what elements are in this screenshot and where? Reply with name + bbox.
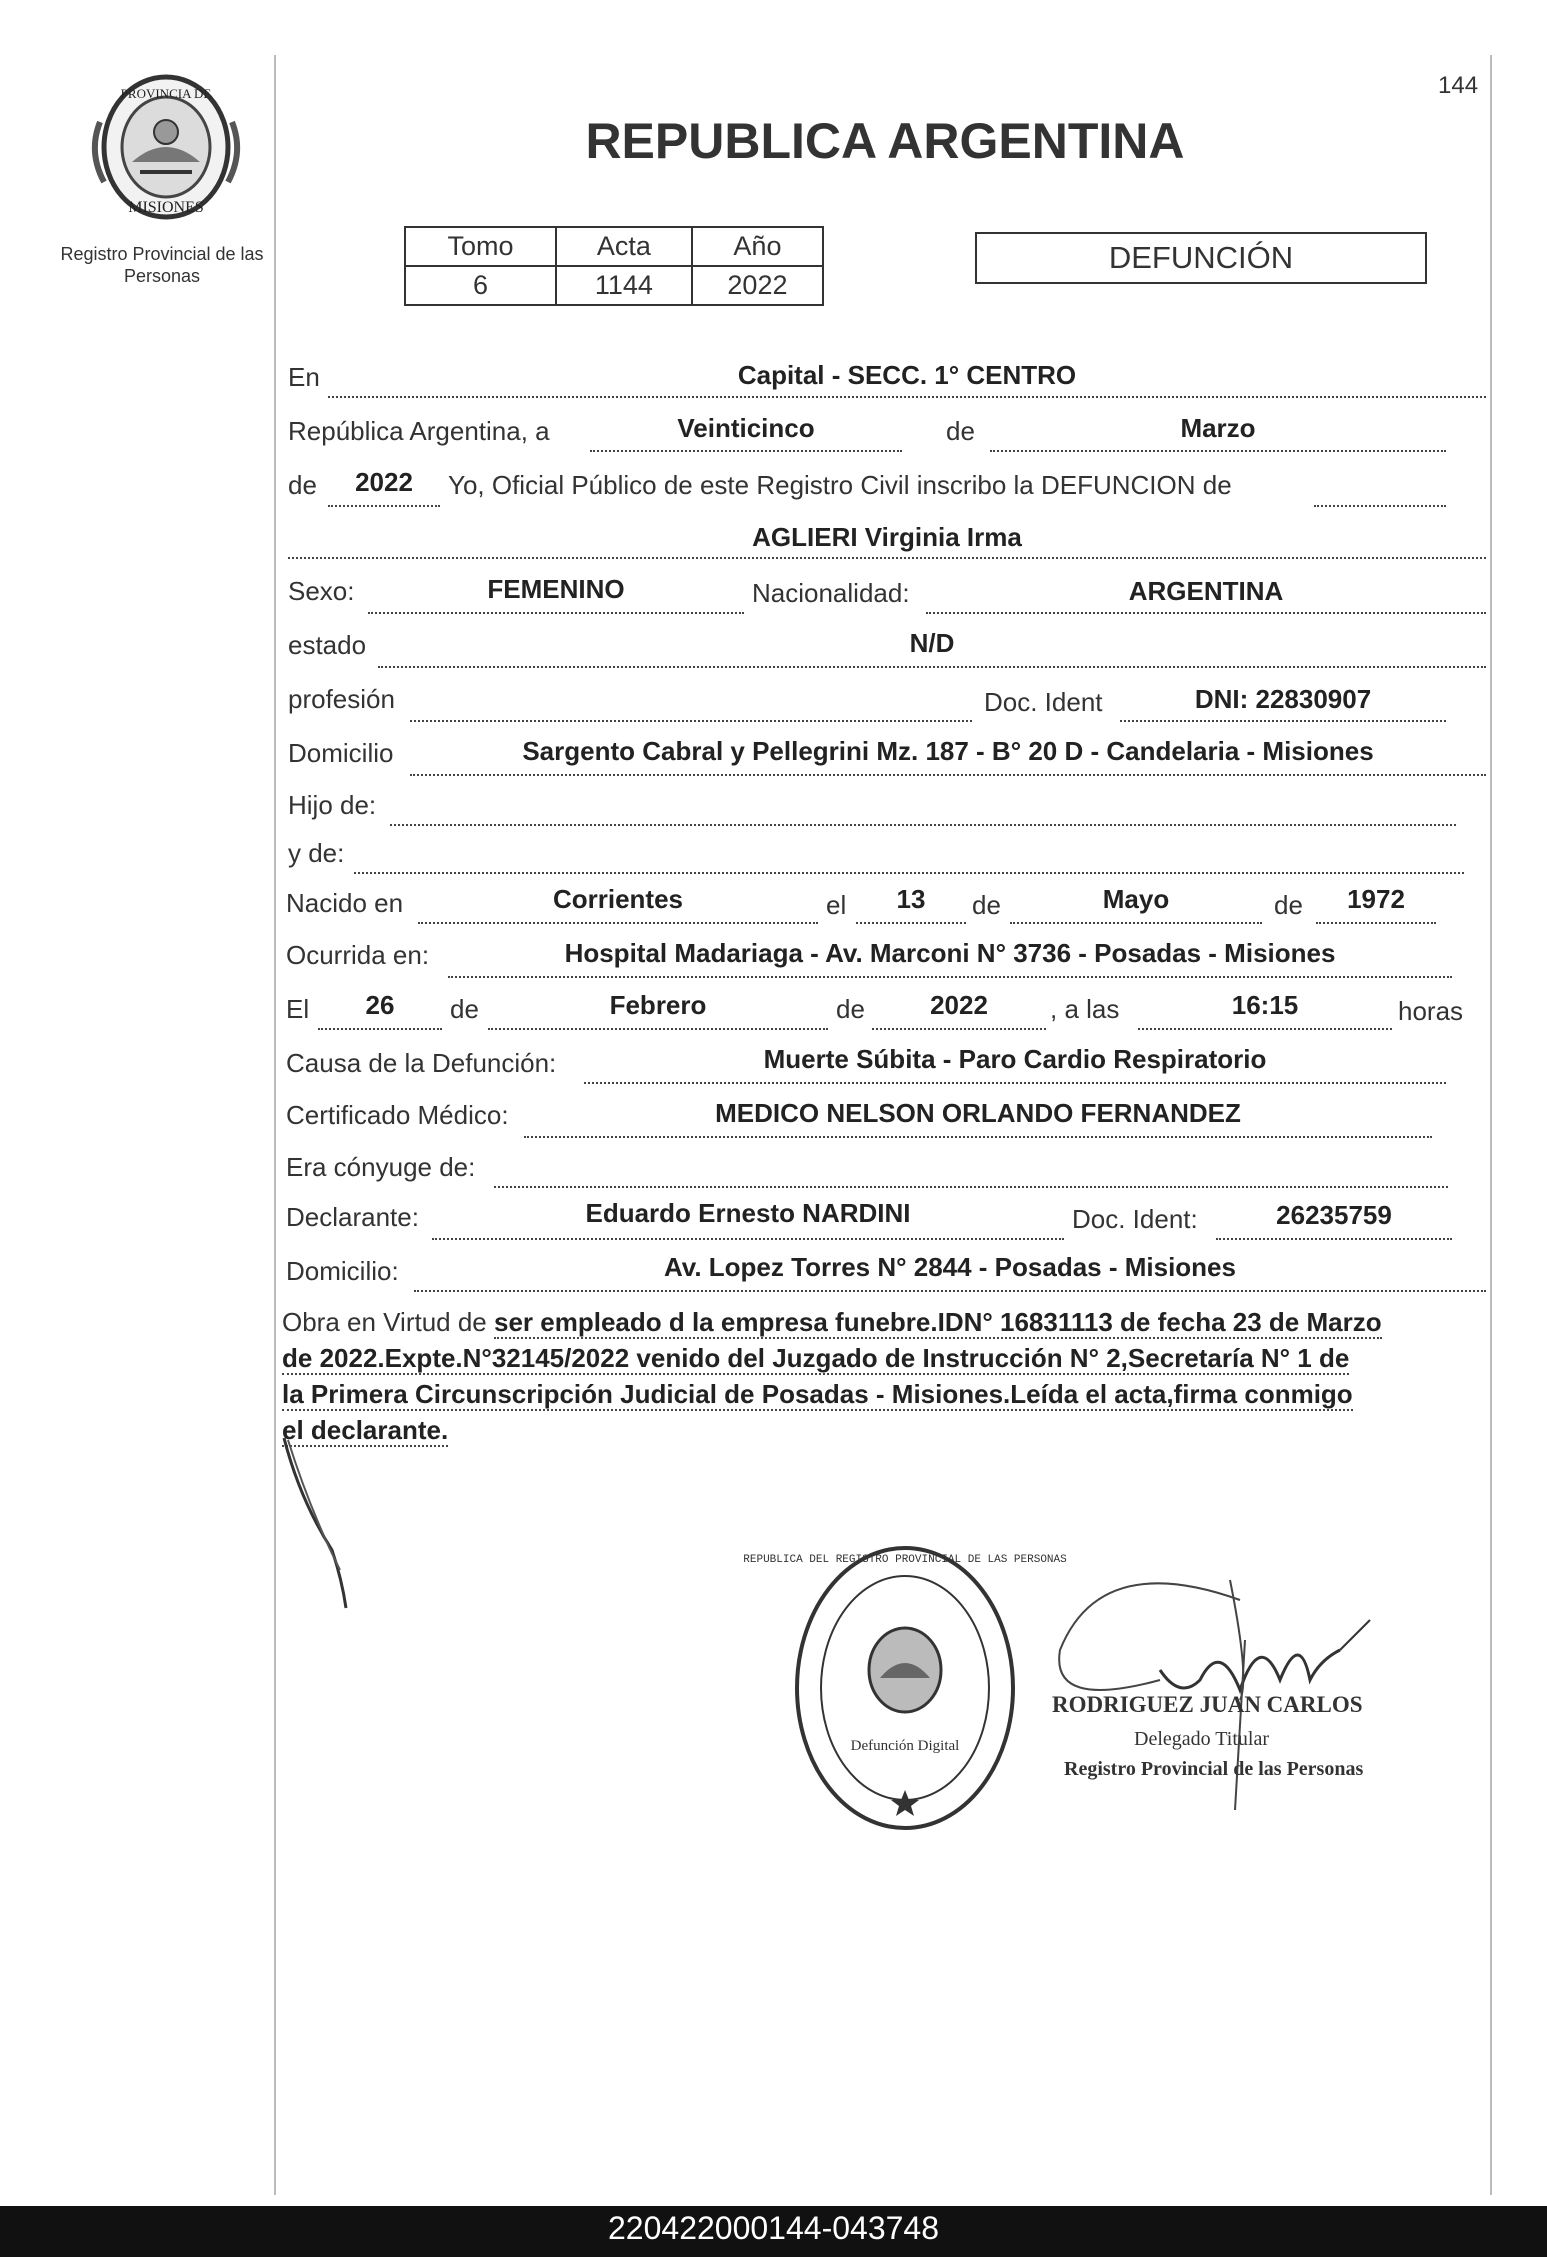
signatory-role: Delegado Titular	[1134, 1728, 1269, 1750]
value-nacido-anio: 1972	[1347, 884, 1405, 914]
dots-conyuge	[494, 1186, 1448, 1188]
value-fall-mes: Febrero	[609, 990, 707, 1020]
value-causa: Muerte Súbita - Paro Cardio Respiratorio	[763, 1044, 1267, 1074]
dots-fall-anio	[872, 1028, 1046, 1030]
label-a-las: , a las	[1050, 994, 1120, 1024]
dots-declarante-domicilio	[414, 1290, 1486, 1292]
signatory-office: Registro Provincial de las Personas	[1064, 1758, 1364, 1780]
value-doc-ident: DNI: 22830907	[1194, 684, 1372, 714]
signatory-name: RODRIGUEZ JUAN CARLOS	[1052, 1692, 1363, 1717]
value-domicilio: Sargento Cabral y Pellegrini Mz. 187 - B° 20 D - Candelaria - Misiones	[522, 736, 1374, 766]
header-acta: Acta	[556, 227, 692, 266]
dots-fall-mes	[488, 1028, 828, 1030]
dots-domicilio	[410, 774, 1486, 776]
label-yo-oficial: Yo, Oficial Público de este Registro Civil inscribo la DEFUNCION de	[448, 470, 1232, 500]
value-anio: 2022	[355, 467, 413, 497]
value-declarante-domicilio: Av. Lopez Torres N° 2844 - Posadas - Misiones	[664, 1252, 1236, 1282]
label-doc-ident: Doc. Ident	[984, 687, 1103, 717]
value-nacionalidad: ARGENTINA	[1128, 576, 1284, 606]
dots-mes	[990, 450, 1446, 452]
province-seal-logo	[80, 62, 260, 232]
right-margin-line	[1490, 55, 1492, 2195]
value-ocurrida: Hospital Madariaga - Av. Marconi N° 3736 - Posadas - Misiones	[564, 938, 1336, 968]
value-estado: N/D	[909, 628, 955, 658]
country-title: REPUBLICA ARGENTINA	[585, 113, 1185, 169]
label-y-de: y de:	[288, 838, 345, 868]
value-mes: Marzo	[1180, 413, 1256, 443]
label-hijo-de: Hijo de:	[288, 790, 377, 820]
label-en: En	[288, 362, 320, 392]
label-el: el	[826, 890, 847, 920]
label-de-4: de	[1274, 890, 1303, 920]
dots-profesion	[410, 720, 972, 722]
value-hora: 16:15	[1231, 990, 1299, 1020]
dots-nacido-dia	[856, 922, 966, 924]
record-reference-table	[404, 226, 824, 306]
dots-declarante	[432, 1238, 1064, 1240]
registry-name: Registro Provincial de las Personas	[60, 244, 264, 286]
label-horas: horas	[1398, 996, 1464, 1026]
value-lugar: Capital - SECC. 1° CENTRO	[737, 360, 1077, 390]
dots-hijo-de	[390, 824, 1456, 826]
label-domicilio-2: Domicilio:	[286, 1256, 399, 1286]
dots-hora	[1138, 1028, 1392, 1030]
value-anio: 2022	[692, 266, 823, 305]
handwritten-mark	[270, 1430, 370, 1620]
label-sexo: Sexo:	[288, 576, 355, 606]
label-de-5: de	[450, 994, 479, 1024]
dots-declarante-doc	[1216, 1238, 1452, 1240]
label-ocurrida-en: Ocurrida en:	[286, 940, 430, 970]
label-obra-en-virtud: Obra en Virtud de	[282, 1307, 487, 1337]
dots-fall-dia	[318, 1028, 442, 1030]
label-doc-ident-2: Doc. Ident:	[1072, 1204, 1198, 1234]
dots-nacido-lugar	[418, 922, 818, 924]
dots-nombre	[288, 557, 1486, 559]
note-line-3: la Primera Circunscripción Judicial de Posadas - Misiones.Leída el acta,firma conmigo	[282, 1379, 1353, 1409]
label-de-3: de	[972, 890, 1001, 920]
stamp-ring-text: REPUBLICA DEL REGISTRO PROVINCIAL DE LAS PERSONAS	[743, 1554, 1067, 1566]
value-tomo: 6	[405, 266, 556, 305]
barcode-number: 220422000144-043748	[608, 2210, 939, 2246]
header-anio: Año	[692, 227, 823, 266]
dots-y-de	[354, 872, 1464, 874]
notes-paragraph	[282, 1304, 1488, 1448]
dots-lugar	[328, 396, 1486, 398]
note-line-4: el declarante.	[282, 1415, 449, 1445]
dots-certificado	[524, 1136, 1432, 1138]
dots-after-oficial	[1314, 505, 1446, 507]
label-declarante: Declarante:	[286, 1202, 419, 1232]
label-certificado: Certificado Médico:	[286, 1100, 509, 1130]
dots-estado	[378, 666, 1486, 668]
seal-text-top: PROVINCIA DE	[120, 86, 212, 101]
value-dia: Veinticinco	[677, 413, 815, 443]
label-de-2: de	[288, 470, 317, 500]
value-nacido-lugar: Corrientes	[552, 884, 684, 914]
label-domicilio: Domicilio	[288, 738, 394, 768]
left-margin-line	[274, 55, 276, 2195]
value-fall-dia: 26	[365, 990, 395, 1020]
label-causa: Causa de la Defunción:	[286, 1048, 557, 1078]
value-acta: 1144	[556, 266, 692, 305]
value-nombre: AGLIERI Virginia Irma	[752, 522, 1022, 552]
label-nacido-en: Nacido en	[286, 888, 404, 918]
dots-anio	[328, 505, 440, 507]
value-declarante-doc: 26235759	[1276, 1200, 1392, 1230]
dots-nacido-mes	[1010, 922, 1262, 924]
label-estado: estado	[288, 630, 367, 660]
label-conyuge: Era cónyuge de:	[286, 1152, 476, 1182]
label-nacionalidad: Nacionalidad:	[752, 578, 910, 608]
record-type-box: DEFUNCIÓN	[975, 232, 1427, 284]
label-republica: República Argentina, a	[288, 416, 550, 446]
value-certificado: MEDICO NELSON ORLANDO FERNANDEZ	[715, 1098, 1241, 1128]
header-tomo: Tomo	[405, 227, 556, 266]
dots-ocurrida	[448, 976, 1452, 978]
value-nacido-dia: 13	[896, 884, 926, 914]
value-declarante: Eduardo Ernesto NARDINI	[585, 1198, 911, 1228]
label-profesion: profesión	[288, 684, 395, 714]
stamp-center-text: Defunción Digital	[850, 1738, 960, 1754]
dots-sexo	[368, 612, 744, 614]
page-number: 144	[1438, 72, 1479, 99]
dots-nacido-anio	[1316, 922, 1436, 924]
label-de-6: de	[836, 994, 865, 1024]
dots-doc-ident	[1120, 720, 1446, 722]
seal-text-bottom: MISIONES	[128, 199, 204, 216]
value-fall-anio: 2022	[930, 990, 988, 1020]
dots-causa	[584, 1082, 1446, 1084]
dots-nacionalidad	[926, 612, 1486, 614]
label-de-1: de	[946, 416, 975, 446]
note-line-1: ser empleado d la empresa funebre.IDN° 16831113 de fecha 23 de Marzo	[494, 1307, 1382, 1337]
label-el-cap: El	[286, 994, 310, 1024]
value-nacido-mes: Mayo	[1102, 884, 1170, 914]
note-line-2: de 2022.Expte.N°32145/2022 venido del Juzgado de Instrucción N° 2,Secretaría N° 1 de	[282, 1343, 1350, 1373]
official-stamp	[743, 1538, 1067, 1838]
value-sexo: FEMENINO	[487, 574, 625, 604]
dots-dia	[590, 450, 902, 452]
